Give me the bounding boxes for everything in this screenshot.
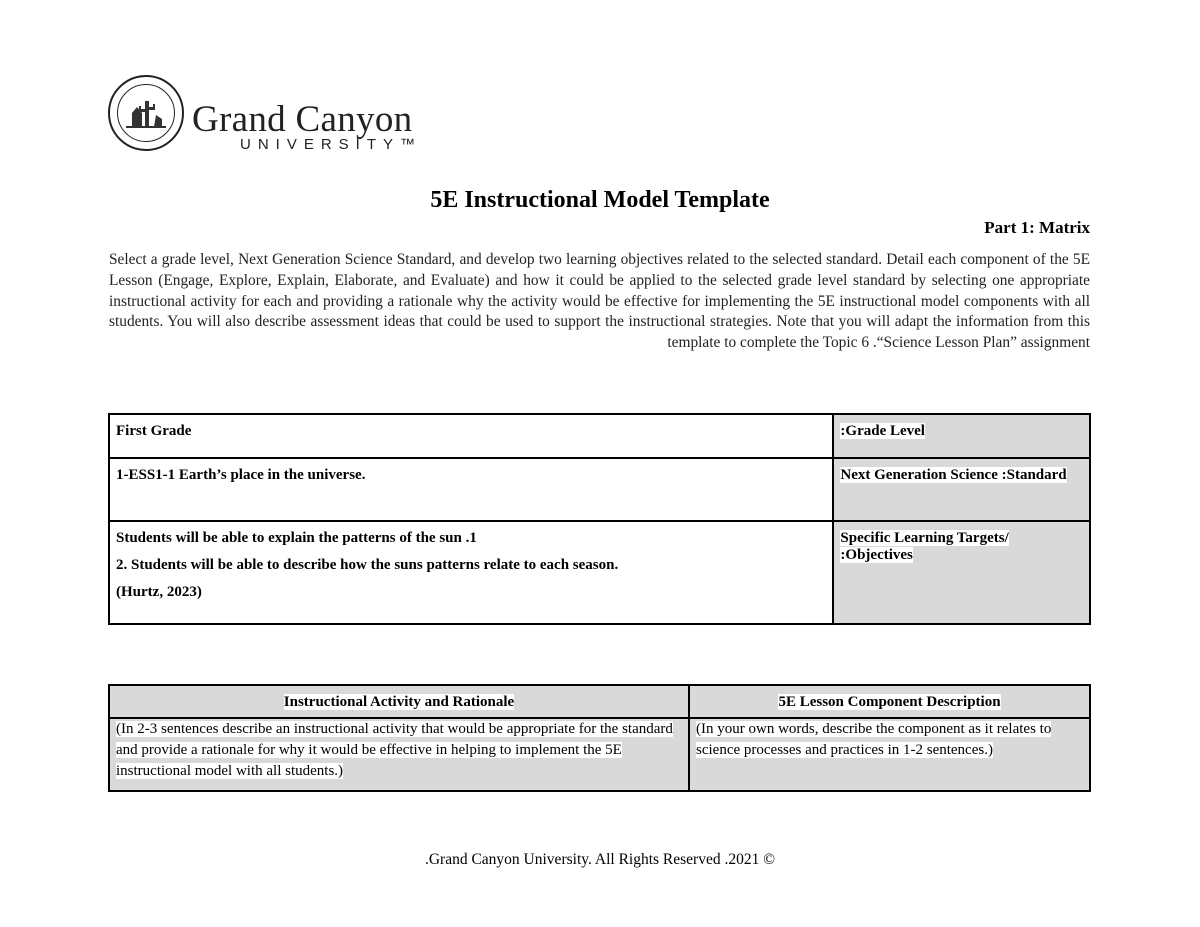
component-header: 5E Lesson Component Description <box>689 685 1090 718</box>
standard-label: Next Generation Science :Standard <box>833 458 1090 521</box>
objective-citation: (Hurtz, 2023) <box>116 584 202 600</box>
objectives-label: Specific Learning Targets/ :Objectives <box>833 521 1090 624</box>
objective-1: Students will be able to explain the patterns of the sun .1 <box>116 530 477 546</box>
standard-value[interactable]: 1-ESS1-1 Earth’s place in the universe. <box>109 458 833 521</box>
components-table <box>108 684 1091 792</box>
table-row <box>109 458 1090 521</box>
objectives-value[interactable] <box>109 521 833 624</box>
table-row <box>109 718 1090 791</box>
part-heading: Part 1: Matrix <box>984 218 1090 237</box>
copyright-footer: .Grand Canyon University. All Rights Reserved .2021 © <box>424 851 775 868</box>
document-title: 5E Instructional Model Template <box>430 187 770 213</box>
table-row <box>109 685 1090 718</box>
logo-subword: UNIVERSITY™ <box>240 136 423 153</box>
university-seal-icon <box>108 75 184 151</box>
grade-level-value[interactable]: First Grade <box>109 414 833 458</box>
matrix-table <box>108 413 1091 625</box>
objective-2: 2. Students will be able to describe how the suns patterns relate to each season. <box>116 557 619 573</box>
logo-wordmark: Grand Canyon <box>192 99 413 140</box>
table-row <box>109 414 1090 458</box>
university-logo <box>108 75 468 155</box>
activity-description[interactable]: (In 2-3 sentences describe an instructional activity that would be appropriate for the standard and provide a rationale for why it would be effective in helping to implement the 5E instructional model with all students.) <box>109 718 689 791</box>
grade-level-label: :Grade Level <box>833 414 1090 458</box>
intro-paragraph: Select a grade level, Next Generation Science Standard, and develop two learning objectives related to the selected standard. Detail each component of the 5E Lesson (Engage, Explore, Explain, Elaborate, and Evaluate) and how it could be applied to the selected grade level standard by selecting one appropriate instructional activity for each and providing a rationale why the activity would be effective for implementing the 5E instructional model components with all students. You will also describe assessment ideas that could be used to support the instructional strategies. Note that you will adapt the information from this template to complete the Topic 6 .“Science Lesson Plan” assignment <box>109 251 1090 352</box>
activity-header: Instructional Activity and Rationale <box>109 685 689 718</box>
component-description[interactable]: (In your own words, describe the component as it relates to science processes and practices in 1-2 sentences.) <box>689 718 1090 791</box>
table-row <box>109 521 1090 624</box>
